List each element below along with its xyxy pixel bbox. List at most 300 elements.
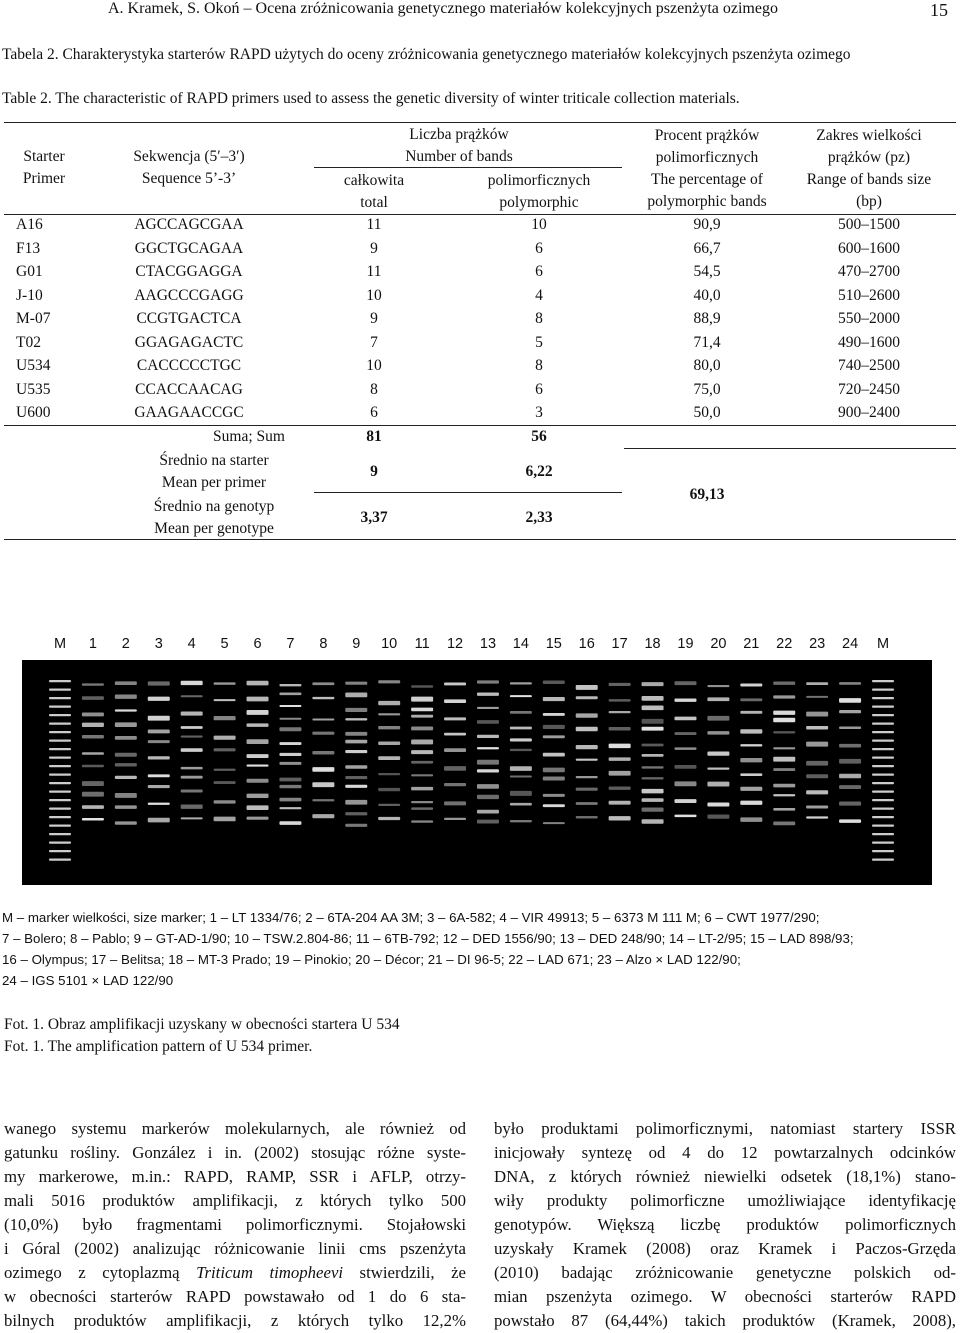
gel-band — [115, 753, 137, 757]
gel-band — [247, 805, 269, 810]
cell-total: 9 — [370, 239, 378, 257]
gel-band — [49, 850, 71, 852]
cell-total: 10 — [366, 286, 382, 304]
gel-band — [872, 791, 894, 793]
gel-band — [279, 807, 301, 809]
mean-percent: 69,13 — [689, 486, 725, 503]
gel-band — [609, 816, 631, 820]
cell-primer: J-10 — [16, 286, 43, 304]
gel-band — [378, 713, 400, 715]
legend-line: M – marker wielkości, size marker; 1 – LT 1334/76; 2 – 6TA-204 AA 3M; 3 – 6A-582; 4 – VIR 49913; 5 – 6373 M 111 M; 6 – CWT 1977/290; — [2, 910, 820, 925]
gel-band — [642, 807, 664, 811]
header-range-en-1: Range of bands size — [806, 171, 932, 188]
gel-band — [872, 740, 894, 742]
gel-band — [49, 689, 71, 691]
lane-label: 11 — [414, 636, 430, 652]
gel-band — [444, 748, 466, 752]
lane-label: 3 — [154, 636, 163, 652]
gel-band — [181, 776, 203, 779]
gel-band — [609, 786, 631, 789]
gel-band — [872, 706, 894, 708]
gel-band — [773, 718, 795, 722]
cell-primer: M-07 — [16, 310, 51, 327]
gel-band — [82, 792, 104, 797]
cell-sequence: CCACCAACAG — [135, 380, 243, 398]
text-line: wanego systemu markerów molekularnych, ale również od — [4, 1119, 466, 1138]
gel-band — [345, 800, 367, 805]
gel-band — [740, 817, 762, 821]
gel-band — [674, 781, 696, 786]
text-line: i Góral (2002) analizując różnicowanie linii cms pszenżyta — [4, 1239, 466, 1258]
gel-band — [642, 696, 664, 701]
table-row — [4, 401, 956, 424]
gel-band — [49, 740, 71, 742]
gel-band — [345, 785, 367, 788]
gel-band — [378, 788, 400, 791]
gel-band — [312, 697, 334, 699]
gel-band — [247, 681, 269, 686]
text-line: my markerowe, m.in.: RAPD, RAMP, SSR i AFLP, otrzy- — [4, 1167, 466, 1186]
gel-band — [707, 802, 729, 806]
lane-label: 20 — [710, 636, 727, 652]
gel-band — [510, 695, 532, 697]
gel-band — [214, 699, 236, 701]
gel-band — [49, 791, 71, 793]
gel-band — [872, 825, 894, 827]
gel-band — [543, 735, 565, 738]
gel-band — [674, 815, 696, 817]
gel-band — [214, 769, 236, 771]
gel-band — [740, 787, 762, 791]
gel-band — [214, 716, 236, 720]
gel-band — [411, 787, 433, 791]
gel-band — [214, 682, 236, 684]
gel-band — [707, 814, 729, 818]
gel-band — [609, 757, 631, 761]
sample-lane — [279, 684, 301, 825]
gel-band — [181, 748, 203, 752]
gel-band — [312, 799, 334, 801]
gel-band — [411, 801, 433, 803]
gel-band — [674, 799, 696, 803]
gel-band — [82, 752, 104, 754]
gel-band — [707, 751, 729, 755]
marker-lane — [872, 680, 894, 861]
gel-band — [872, 808, 894, 810]
summary-mid-rule — [314, 492, 622, 493]
text-line: gatunku rośliny. González i in. (2002) stosując różne syste- — [4, 1143, 466, 1162]
gel-band — [839, 682, 861, 685]
gel-band — [115, 736, 137, 740]
sample-lane — [247, 681, 269, 820]
gel-band — [642, 744, 664, 747]
lane-label: 5 — [220, 636, 229, 652]
gel-band — [345, 776, 367, 779]
gel-band — [872, 697, 894, 699]
gel-band — [181, 726, 203, 729]
sample-lane — [345, 682, 367, 827]
gel-band — [279, 684, 301, 686]
lane-labels — [40, 636, 920, 660]
sample-lane — [378, 680, 400, 820]
cell-sequence: AGCCAGCGAA — [134, 216, 244, 233]
sample-lane — [642, 682, 664, 824]
cell-polymorphic: 3 — [535, 404, 543, 421]
cell-total: 11 — [366, 263, 382, 280]
gel-band — [477, 810, 499, 814]
gel-band — [411, 761, 433, 764]
gel-band — [510, 803, 532, 806]
gel-band — [411, 820, 433, 822]
gel-band — [247, 710, 269, 715]
gel-band — [872, 757, 894, 759]
gel-band — [181, 767, 203, 769]
gel-band — [642, 754, 664, 757]
gel-band — [872, 850, 894, 852]
lane-label: 2 — [121, 636, 130, 652]
gel-band — [49, 757, 71, 759]
cell-sequence: GGCTGCAGAA — [134, 239, 244, 257]
cell-sequence: CTACGGAGGA — [135, 263, 243, 280]
cell-range: 720–2450 — [838, 380, 900, 398]
gel-band — [247, 723, 269, 726]
gel-band — [773, 794, 795, 796]
gel-band — [247, 794, 269, 798]
cell-total: 7 — [370, 333, 378, 351]
cell-total: 8 — [370, 380, 378, 398]
header-bands-pl: Liczba prążków — [409, 126, 509, 143]
text-line: wiły produkty polimorficzne umożliwiające identyfikację — [494, 1191, 956, 1210]
gel-band — [477, 707, 499, 709]
gel-band — [279, 785, 301, 788]
cell-range: 470–2700 — [838, 263, 900, 280]
cell-range: 600–1600 — [838, 239, 900, 257]
gel-band — [82, 723, 104, 727]
gel-band — [312, 718, 334, 720]
gel-band — [49, 833, 71, 835]
gel-band — [773, 768, 795, 771]
text-line: inicjowały syntezę od 4 do 12 powtarzalnych odcinków — [494, 1143, 956, 1162]
gel-band — [806, 682, 828, 685]
mean-primer-pl: Średnio na starter — [159, 452, 269, 469]
gel-band — [312, 782, 334, 787]
header-range-en-2: (bp) — [856, 193, 882, 210]
gel-band — [181, 789, 203, 792]
gel-band — [181, 712, 203, 716]
cell-polymorphic: 8 — [535, 310, 543, 327]
gel-band — [148, 681, 170, 685]
gel-band — [49, 765, 71, 767]
gel-band — [345, 682, 367, 685]
cell-primer: G01 — [16, 263, 43, 280]
gel-band — [872, 859, 894, 861]
sample-lane — [148, 681, 170, 822]
gel-band — [444, 699, 466, 703]
gel-band — [82, 683, 104, 685]
gel-band — [773, 747, 795, 749]
gel-band — [576, 685, 598, 690]
gel-band — [576, 788, 598, 791]
gel-band — [279, 821, 301, 825]
gel-band — [345, 812, 367, 815]
gel-band — [279, 718, 301, 720]
cell-range: 900–2400 — [838, 404, 900, 421]
cell-polymorphic: 6 — [535, 239, 543, 257]
gel-band — [345, 824, 367, 827]
figure-caption-pl: Fot. 1. Obraz amplifikacji uzyskany w obecności startera U 534 — [4, 1016, 400, 1033]
gel-band — [214, 748, 236, 751]
cell-range: 550–2000 — [838, 310, 900, 327]
gel-band — [115, 805, 137, 808]
gel-band — [49, 723, 71, 725]
cell-total: 10 — [366, 357, 382, 374]
lane-label: 8 — [319, 636, 328, 652]
gel-band — [181, 736, 203, 738]
gel-band — [247, 779, 269, 783]
cell-percent: 50,0 — [693, 404, 721, 421]
gel-band — [642, 727, 664, 731]
gel-band — [279, 753, 301, 756]
gel-band — [477, 680, 499, 683]
gel-band — [543, 681, 565, 684]
gel-band — [411, 774, 433, 776]
running-head: A. Kramek, S. Okoń – Ocena zróżnicowania genetycznego materiałów kolekcyjnych pszenżyta ozimego — [108, 0, 778, 17]
gel-band — [576, 802, 598, 805]
sample-lane — [477, 680, 499, 823]
gel-band — [510, 682, 532, 684]
lane-label: 22 — [776, 636, 793, 652]
gel-band — [674, 681, 696, 685]
gel-band — [115, 695, 137, 699]
gel-band — [82, 765, 104, 768]
figure-caption-en: Fot. 1. The amplification pattern of U 534 primer. — [4, 1038, 313, 1055]
sum-label: Suma; Sum — [213, 428, 285, 445]
lane-label: 23 — [809, 636, 826, 652]
gel-band — [49, 816, 71, 818]
lane-label: 13 — [479, 636, 497, 652]
gel-band — [148, 818, 170, 823]
mean-genotype-polymorphic: 2,33 — [525, 509, 553, 526]
gel-band — [740, 711, 762, 714]
cell-range: 740–2500 — [838, 357, 900, 374]
gel-electrophoresis-image — [22, 660, 932, 885]
sample-lane — [214, 682, 236, 821]
gel-band — [345, 718, 367, 720]
sample-lane — [312, 682, 334, 818]
gel-band — [148, 729, 170, 733]
gel-band — [806, 742, 828, 747]
gel-band — [49, 697, 71, 699]
cell-primer: U534 — [16, 357, 51, 374]
gel-band — [872, 680, 894, 682]
gel-band — [148, 697, 170, 701]
sample-lane — [543, 681, 565, 825]
gel-band — [49, 825, 71, 827]
gel-band — [411, 715, 433, 718]
gel-band — [510, 776, 532, 778]
body-left-column — [4, 1117, 466, 1333]
gel-band — [576, 745, 598, 749]
gel-band — [576, 776, 598, 778]
gel-band — [411, 685, 433, 688]
legend-line: 7 – Bolero; 8 – Pablo; 9 – GT-AD-1/90; 10 – TSW.2.804-86; 11 – 6TB-792; 12 – DED 1556/90; 13 – DED 248/90; 14 – LT-2/95; 15 – LAD 898/93; — [2, 931, 854, 946]
gel-band — [872, 723, 894, 725]
gel-band — [247, 754, 269, 758]
gel-band — [773, 822, 795, 826]
gel-band — [674, 717, 696, 721]
gel-band — [444, 733, 466, 736]
gel-band — [806, 761, 828, 766]
cell-range: 510–2600 — [838, 286, 900, 304]
gel-band — [345, 708, 367, 712]
gel-band — [674, 732, 696, 735]
summary-rule-right — [624, 448, 956, 449]
gel-band — [49, 842, 71, 844]
gel-band — [576, 759, 598, 761]
header-range-pl-2: prążków (pz) — [827, 149, 911, 166]
gel-band — [49, 714, 71, 716]
text-line: powstało 87 (64,44%) takich produktów (Kramek, 2008), — [494, 1311, 956, 1330]
cell-polymorphic: 6 — [535, 380, 543, 398]
figure-legend — [2, 907, 958, 991]
body-right-column — [494, 1117, 956, 1333]
gel-band — [82, 713, 104, 717]
gel-band — [378, 726, 400, 729]
sum-polymorphic: 56 — [531, 428, 547, 445]
gel-band — [543, 777, 565, 781]
gel-band — [839, 710, 861, 713]
gel-band — [806, 774, 828, 778]
gel-band — [378, 701, 400, 705]
gel-band — [740, 758, 762, 762]
gel-band — [279, 762, 301, 765]
gel-band — [148, 785, 170, 788]
gel-band — [609, 699, 631, 702]
gel-band — [477, 784, 499, 789]
gel-band — [148, 756, 170, 759]
gel-band — [543, 768, 565, 773]
sample-lane — [411, 685, 433, 823]
header-primer-pl: Starter — [23, 148, 65, 165]
cell-sequence: CACCCCCTGC — [136, 357, 242, 374]
cell-polymorphic: 8 — [535, 357, 543, 374]
gel-band — [872, 816, 894, 818]
gel-band — [773, 784, 795, 788]
gel-band — [510, 711, 532, 714]
gel-band — [839, 759, 861, 764]
gel-band — [543, 804, 565, 807]
header-pct-pl-2: polimorficznych — [655, 149, 759, 166]
header-seq-pl: Sekwencja (5′–3′) — [133, 148, 245, 165]
gel-band — [839, 802, 861, 806]
legend-line: 16 – Olympus; 17 – Belitsa; 18 – MT-3 Prado; 19 – Pinokio; 20 – Décor; 21 – DI 96-5; 22 – LAD 671; 23 – Alzo × LAD 122/90; — [2, 952, 741, 967]
cell-sequence: GGAGAGACTC — [134, 333, 244, 351]
gel-band — [740, 683, 762, 686]
mean-primer-total: 9 — [370, 463, 378, 480]
gel-band — [345, 732, 367, 736]
lane-label: 4 — [187, 636, 196, 652]
gel-band — [740, 801, 762, 805]
legend-line: 24 – IGS 5101 × LAD 122/90 — [2, 973, 174, 988]
gel-band — [642, 798, 664, 802]
gel-band — [247, 764, 269, 766]
table-row — [4, 331, 956, 354]
mean-genotype-total: 3,37 — [360, 509, 388, 526]
gel-band — [740, 698, 762, 701]
gel-band — [773, 711, 795, 715]
gel-band — [247, 817, 269, 820]
mean-primer-en: Mean per primer — [161, 474, 267, 491]
sample-lane — [839, 682, 861, 823]
sample-lane — [82, 683, 104, 820]
cell-percent: 90,9 — [693, 216, 721, 233]
gel-band — [444, 801, 466, 805]
cell-percent: 80,0 — [693, 357, 721, 374]
sample-lane — [181, 681, 203, 820]
gel-band — [872, 714, 894, 716]
gel-band — [115, 722, 137, 727]
gel-band — [378, 817, 400, 820]
sum-total: 81 — [366, 428, 382, 445]
gel-band — [279, 705, 301, 707]
lane-label: 24 — [842, 636, 859, 652]
cell-primer: U535 — [16, 380, 51, 398]
gel-band — [444, 818, 466, 820]
gel-band — [214, 800, 236, 803]
gel-band — [181, 681, 203, 685]
lane-label: 18 — [644, 636, 661, 652]
gel-band — [806, 816, 828, 818]
gel-band — [148, 716, 170, 721]
table-bottom-rule — [4, 539, 956, 540]
gel-band — [279, 693, 301, 696]
gel-band — [609, 727, 631, 731]
gel-band — [49, 799, 71, 801]
gel-band — [181, 695, 203, 697]
header-pct-pl-1: Procent prążków — [654, 127, 760, 144]
cell-polymorphic: 10 — [531, 216, 547, 233]
lane-label: 21 — [743, 636, 760, 652]
gel-band — [115, 709, 137, 711]
gel-band — [279, 727, 301, 731]
gel-band — [411, 727, 433, 731]
species-name: Triticum timopheevi — [196, 1263, 344, 1282]
gel-band — [411, 807, 433, 809]
gel-band — [345, 765, 367, 769]
cell-total: 6 — [370, 404, 378, 421]
gel-band — [49, 680, 71, 682]
gel-band — [312, 751, 334, 754]
gel-band — [82, 818, 104, 821]
gel-band — [740, 773, 762, 776]
gel-band — [477, 820, 499, 824]
gel-band — [839, 744, 861, 748]
gel-band — [609, 711, 631, 713]
gel-band — [806, 805, 828, 808]
primer-table — [4, 122, 956, 540]
gel-band — [411, 739, 433, 744]
text-line: w obecności starterów RAPD powstawało od 1 do 6 sta- — [4, 1287, 466, 1306]
gel-band — [411, 708, 433, 712]
header-seq-en: Sequence 5’-3’ — [141, 170, 237, 187]
text-line: uzyskały Kramek (2008) oraz Kramek i Paczos-Grzęda — [494, 1239, 956, 1258]
lane-label: 6 — [253, 636, 262, 652]
lane-label: 19 — [677, 636, 694, 652]
gel-band — [49, 706, 71, 708]
gel-band — [543, 753, 565, 757]
lane-label: M — [53, 636, 67, 652]
gel-band — [115, 681, 137, 685]
